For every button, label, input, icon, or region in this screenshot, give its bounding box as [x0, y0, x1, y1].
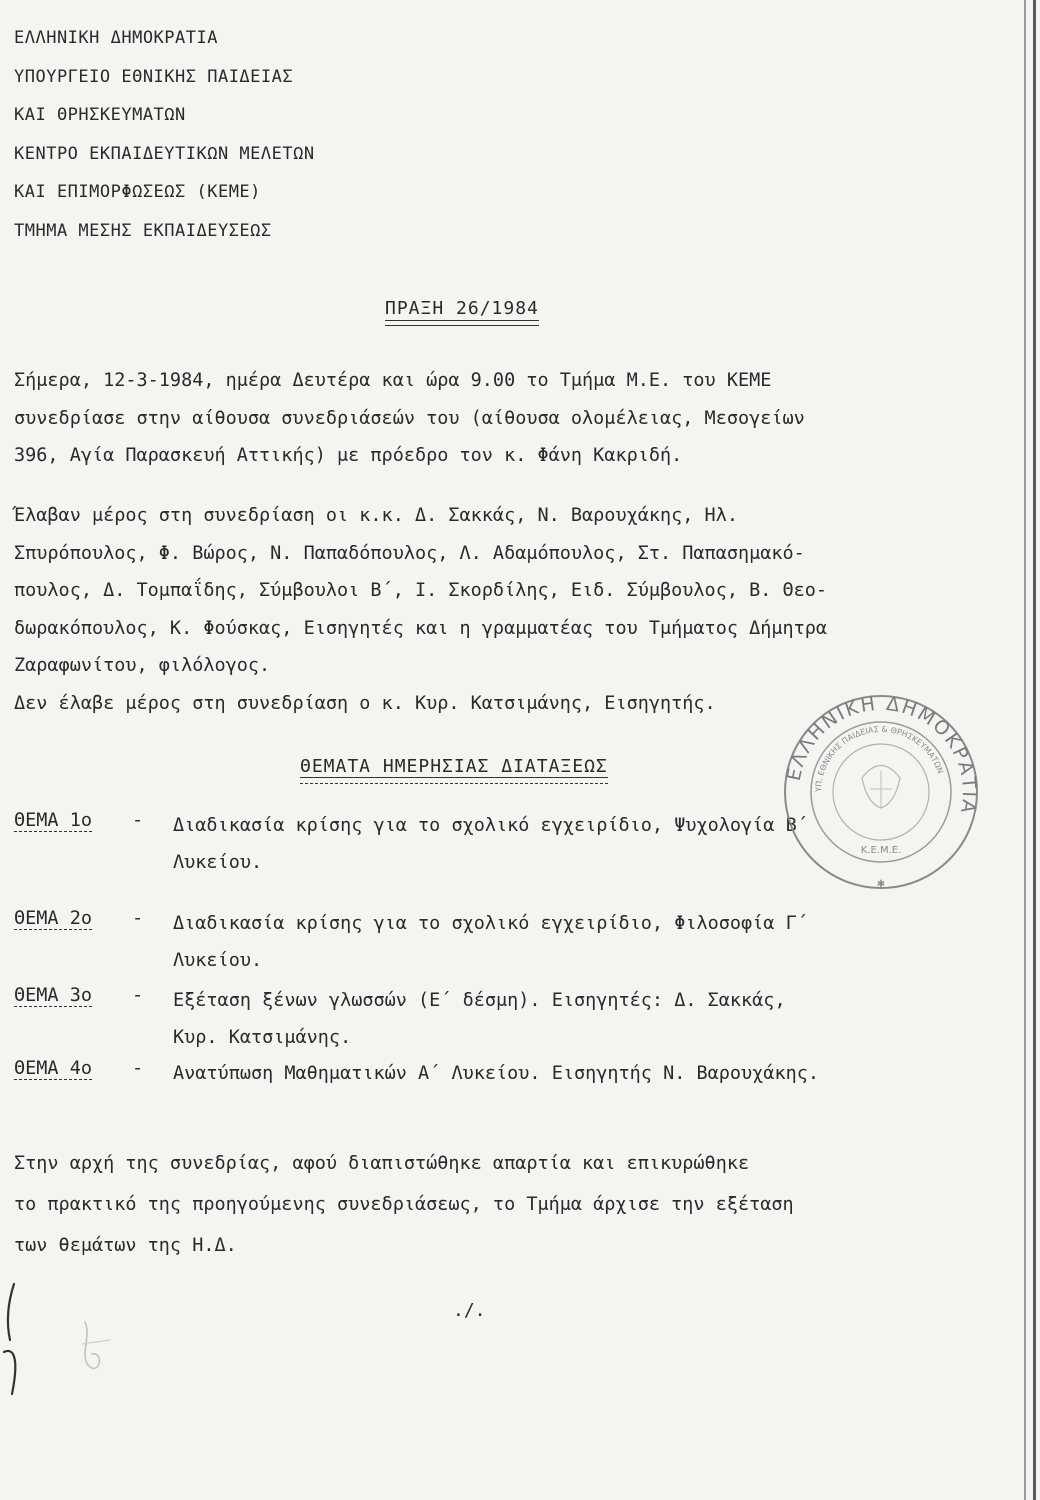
closing-paragraph — [14, 1143, 794, 1266]
agenda-dash: - — [132, 985, 144, 1006]
paragraph-line: δωρακόπουλος, Κ. Φούσκας, Εισηγητές και η γραμματέας του Τμήματος Δήμητρα — [14, 617, 828, 639]
official-stamp — [782, 693, 980, 891]
agenda-item-label — [14, 908, 92, 929]
agenda-item-line: Λυκείου. — [173, 950, 263, 971]
page-edge-line — [1024, 0, 1026, 1500]
agenda-label-text: ΘΕΜΑ 1ο — [14, 810, 92, 831]
page-edge-border — [1033, 0, 1036, 1500]
agenda-item-label — [14, 1058, 92, 1079]
paragraph-line: των θεμάτων της Η.Δ. — [14, 1235, 237, 1256]
letterhead-line: ΚΑΙ ΘΡΗΣΚΕΥΜΑΤΩΝ — [14, 105, 186, 125]
agenda-item-label — [14, 985, 92, 1006]
paragraph-line: Έλαβαν μέρος στη συνεδρίαση οι κ.κ. Δ. Σακκάς, Ν. Βαρουχάκης, Ηλ. — [14, 505, 738, 526]
agenda-dash: - — [132, 810, 144, 831]
title-text: ΠΡΑΞΗ 26/1984 — [385, 298, 539, 319]
document-title — [385, 298, 539, 326]
paragraph-line: το πρακτικό της προηγούμενης συνεδριάσεως, το Τμήμα άρχισε την εξέταση — [14, 1194, 794, 1215]
letterhead-line: ΚΕΝΤΡΟ ΕΚΠΑΙΔΕΥΤΙΚΩΝ ΜΕΛΕΤΩΝ — [14, 143, 315, 164]
paragraph-line: Στην αρχή της συνεδρίας, αφού διαπιστώθηκε απαρτία και επικυρώθηκε — [14, 1153, 750, 1174]
agenda-item-line: Διαδικασία κρίσης για το σχολικό εγχειρίδιο, Ψυχολογία Β΄ — [173, 815, 808, 836]
agenda-dash: - — [132, 1058, 144, 1079]
agenda-title-underline — [300, 779, 608, 784]
stamp-bottom-text: Κ.Ε.Μ.Ε. — [860, 845, 902, 856]
agenda-item-line: Ανατύπωση Μαθηματικών Α΄ Λυκείου. Εισηγητής Ν. Βαρουχάκης. — [173, 1063, 820, 1084]
paragraph-line: Σήμερα, 12-3-1984, ημέρα Δευτέρα και ώρα 9.00 το Τμήμα Μ.Ε. του ΚΕΜΕ — [14, 370, 772, 391]
agenda-title-text: ΘΕΜΑΤΑ ΗΜΕΡΗΣΙΑΣ ΔΙΑΤΑΞΕΩΣ — [300, 756, 608, 777]
stamp-cross-icon — [870, 771, 892, 807]
agenda-item-line: Διαδικασία κρίσης για το σχολικό εγχειρίδιο, Φιλοσοφία Γ΄ — [173, 913, 808, 934]
paragraph-line: συνεδρίασε στην αίθουσα συνεδριάσεών του (αίθουσα ολομέλειας, Μεσογείων — [14, 407, 805, 429]
agenda-item-text — [173, 905, 808, 979]
stamp-outer-text: ΕΛΛΗΝΙΚΗ ΔΗΜΟΚΡΑΤΙΑ — [782, 693, 980, 817]
stamp-star-icon: ✱ — [876, 879, 886, 890]
letterhead — [14, 28, 315, 259]
agenda-label-text: ΘΕΜΑ 2ο — [14, 908, 92, 929]
intro-paragraph — [14, 362, 974, 475]
agenda-item-line: Λυκείου. — [173, 852, 263, 873]
attendance-paragraph — [14, 497, 974, 722]
agenda-label-text: ΘΕΜΑ 3ο — [14, 985, 92, 1006]
stamp-inner-text: ΥΠ. ΕΘΝΙΚΗΣ ΠΑΙΔΕΙΑΣ & ΘΡΗΣΚΕΥΜΑΤΩΝ — [813, 724, 945, 793]
paragraph-line: Δεν έλαβε μέρος στη συνεδρίαση ο κ. Κυρ. Κατσιμάνης, Εισηγητής. — [14, 692, 716, 714]
agenda-title — [300, 756, 608, 784]
agenda-label-text: ΘΕΜΑ 4ο — [14, 1058, 92, 1079]
agenda-item-text — [173, 807, 808, 881]
agenda-item-text — [173, 1055, 819, 1092]
letterhead-line: ΤΜΗΜΑ ΜΕΣΗΣ ΕΚΠΑΙΔΕΥΣΕΩΣ — [14, 220, 272, 241]
paragraph-line: Σπυρόπουλος, Φ. Βώρος, Ν. Παπαδόπουλος, Λ. Αδαμόπουλος, Στ. Παπασημακό- — [14, 542, 805, 564]
page-continuation-mark: ./. — [453, 1300, 486, 1321]
agenda-item-text — [173, 982, 786, 1056]
title-double-underline — [385, 321, 539, 326]
letterhead-line: ΕΛΛΗΝΙΚΗ ΔΗΜΟΚΡΑΤΙΑ — [14, 28, 218, 48]
handwritten-initials — [0, 1282, 140, 1402]
paragraph-line: πουλος, Δ. Τομπαΐδης, Σύμβουλοι Β΄, Ι. Σκορδίλης, Ειδ. Σύμβουλος, Β. Θεο- — [14, 580, 828, 601]
letterhead-line: ΚΑΙ ΕΠΙΜΟΡΦΩΣΕΩΣ (ΚΕΜΕ) — [14, 182, 261, 202]
agenda-dash: - — [132, 908, 144, 929]
letterhead-line: ΥΠΟΥΡΓΕΙΟ ΕΘΝΙΚΗΣ ΠΑΙΔΕΙΑΣ — [14, 66, 294, 87]
agenda-item-line: Κυρ. Κατσιμάνης. — [173, 1027, 352, 1048]
agenda-item-label — [14, 810, 92, 831]
paragraph-line: Ζαραφωνίτου, φιλόλογος. — [14, 655, 271, 676]
paragraph-line: 396, Αγία Παρασκευή Αττικής) με πρόεδρο τον κ. Φάνη Κακριδή. — [14, 445, 683, 466]
agenda-item-line: Εξέταση ξένων γλωσσών (Ε΄ δέσμη). Εισηγητές: Δ. Σακκάς, — [173, 990, 786, 1011]
